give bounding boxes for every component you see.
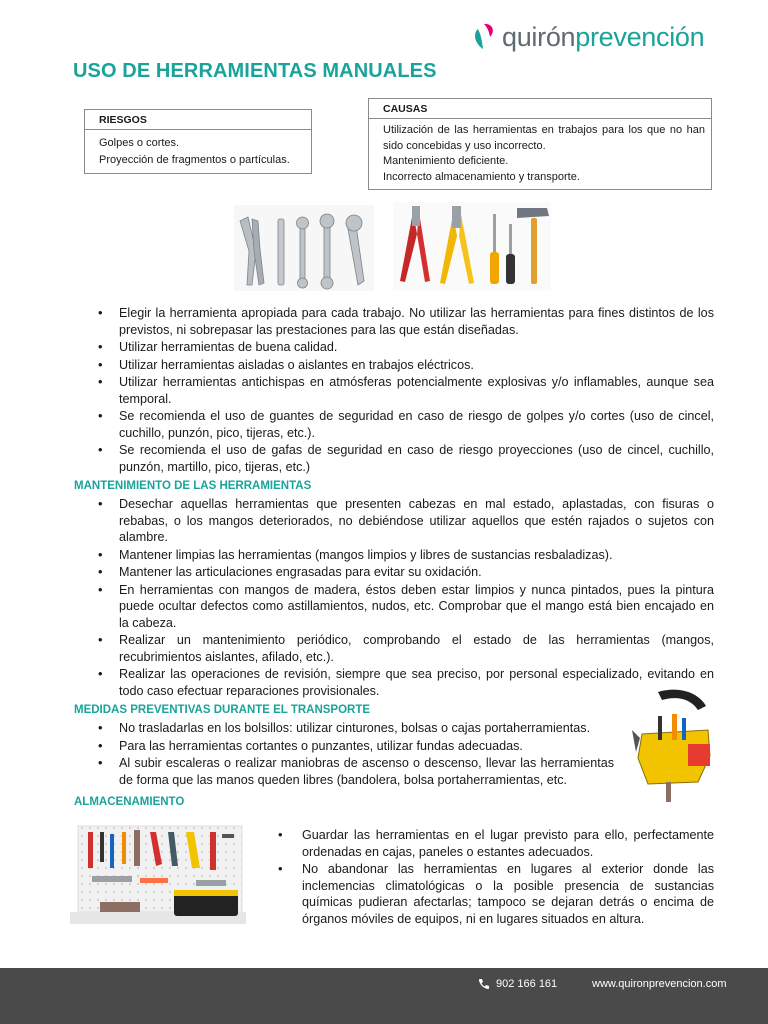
pliers-hammer-image	[393, 202, 551, 290]
tool-belt-image	[628, 686, 716, 804]
brand-logo	[472, 20, 704, 54]
list-item: • Al subir escaleras o realizar maniobras de ascenso o descenso, llevar las herramientas de forma que las manos queden libres (bandolera, bolsa portaherramientas, etc.	[74, 755, 614, 788]
list-item: • No abandonar las herramientas en lugares al exterior donde las inclemencias climatológicas o la posible presencia de sustancias químicas pudieran afectarlas; tampoco se dejaran detrás o encima de órganos móviles de equipos, ni en lugares situados en altura.	[274, 861, 714, 927]
section-title-almacenamiento: ALMACENAMIENTO	[74, 796, 185, 808]
causas-header: CAUSAS	[369, 99, 711, 119]
logo-text: quirónprevención	[502, 21, 705, 52]
list-item: • Realizar un mantenimiento periódico, comprobando el estado de las herramientas (mangos, recubrimientos aislantes, afilado, etc.).	[74, 632, 714, 665]
causas-body	[369, 119, 711, 189]
transporte-bullet-list	[74, 720, 614, 789]
causas-box	[368, 98, 712, 190]
list-item: • Mantener las articulaciones engrasadas para evitar su oxidación.	[74, 564, 714, 581]
causa-item: Utilización de las herramientas en trabajos para los que no han sido concebidas y uso incorrecto.	[383, 124, 705, 152]
wrenches-tools-image	[234, 205, 374, 291]
phone-number: 902 166 161	[496, 978, 558, 990]
main-bullet-list	[74, 305, 714, 476]
list-item: • Utilizar herramientas aisladas o aislantes en trabajos eléctricos.	[74, 357, 714, 374]
list-item: • Mantener limpias las herramientas (mangos limpios y libres de sustancias resbaladizas).	[74, 547, 714, 564]
list-item: • En herramientas con mangos de madera, éstos deben estar limpios y nunca pintados, pues la pintura puede ocultar defectos como astillamientos, nudos, etc. Comprobar que el mango está bien encajado en la cabeza.	[74, 582, 714, 632]
causa-item: Incorrecto almacenamiento y transporte.	[383, 170, 580, 183]
list-item: • Elegir la herramienta apropiada para cada trabajo. No utilizar las herramientas para fines distintos de los previstos, ni sobrepasar las prestaciones para las que están diseñadas.	[74, 305, 714, 338]
riesgos-header: RIESGOS	[85, 110, 311, 130]
section-title-mantenimiento: MANTENIMIENTO DE LAS HERRAMIENTAS	[74, 480, 312, 492]
list-item: • Se recomienda el uso de guantes de seguridad en caso de riesgo de golpes y/o cortes (uso de cincel, cuchillo, punzón, pico, tijeras, etc.).	[74, 408, 714, 441]
list-item: • Para las herramientas cortantes o punzantes, utilizar fundas adecuadas.	[74, 738, 614, 755]
almacenamiento-bullet-list	[274, 827, 714, 928]
list-item: • Se recomienda el uso de gafas de seguridad en caso de riesgo proyecciones (uso de cincel, cuchillo, punzón, martillo, pico, tijeras, etc.)	[74, 442, 714, 475]
footer-phone	[478, 978, 557, 990]
causa-item: Mantenimiento deficiente.	[383, 155, 509, 167]
list-item: • Utilizar herramientas antichispas en atmósferas potencialmente explosivas y/o inflamables, aunque sea temporal.	[74, 374, 714, 407]
list-item: • Desechar aquellas herramientas que presenten cabezas en mal estado, aplastadas, con fisuras o rebabas, o los mangos deteriorados, no debiéndose utilizar aquellos que estén rajados o sujetos con alambre.	[74, 496, 714, 546]
pegboard-storage-image	[70, 824, 246, 926]
footer-website[interactable]: www.quironprevencion.com	[592, 978, 727, 990]
list-item: • Realizar las operaciones de revisión, siempre que sea preciso, por personal especializado, evitando en todo caso efectuar reparaciones provisionales.	[74, 666, 714, 699]
riesgo-item: Proyección de fragmentos o partículas.	[99, 154, 290, 166]
riesgo-item: Golpes o cortes.	[99, 137, 180, 149]
page-title: USO DE HERRAMIENTAS MANUALES	[73, 60, 437, 82]
riesgos-box	[84, 109, 312, 174]
mantenimiento-bullet-list	[74, 496, 714, 700]
list-item: • No trasladarlas en los bolsillos: utilizar cinturones, bolsas o cajas portaherramientas.	[74, 720, 614, 737]
list-item: • Utilizar herramientas de buena calidad.	[74, 339, 714, 356]
list-item: • Guardar las herramientas en el lugar previsto para ello, perfectamente ordenadas en cajas, paneles o estantes adecuados.	[274, 827, 714, 860]
page-footer	[0, 968, 768, 1024]
logo-leaf-icon	[472, 21, 498, 53]
section-title-transporte: MEDIDAS PREVENTIVAS DURANTE EL TRANSPORTE	[74, 704, 371, 716]
riesgos-body	[85, 130, 311, 174]
phone-icon	[478, 978, 490, 990]
